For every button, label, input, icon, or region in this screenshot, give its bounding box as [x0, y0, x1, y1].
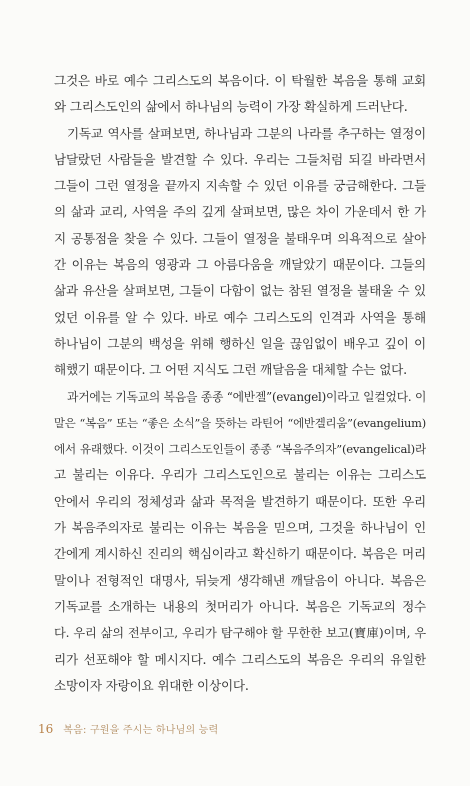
text-line: 그것은 바로 예수 그리스도의 복음이다. 이 탁월한 복음을 통해 교회	[54, 73, 426, 88]
page-footer	[38, 721, 218, 736]
text-line: 에서 유래했다. 이것이 그리스도인들이 종종 “복음주의자”(evangelical)라	[54, 442, 426, 457]
text-line: 안에서 우리의 정체성과 삶과 목적을 발견하기 때문이다. 또한 우리	[54, 493, 426, 509]
text-line: 었던 이유를 알 수 있다. 바로 예수 그리스도의 인격과 사역을 통해	[54, 309, 426, 325]
text-line: 고 불리는 이유다. 우리가 그리스도인으로 불리는 이유는 그리스도	[54, 467, 426, 483]
text-line: 가 복음주의자로 불리는 이유는 복음을 믿으며, 그것을 하나님이 인	[54, 520, 426, 536]
page-number: 16	[38, 722, 54, 736]
text-line: 말이나 전형적인 대명사, 뒤늦게 생각해낸 깨달음이 아니다. 복음은	[54, 572, 426, 588]
text-line: 해했기 때문이다. 그 어떤 지식도 그런 깨달음을 대체할 수는 없다.	[54, 362, 407, 378]
text-line: 소망이자 자랑이요 위대한 이상이다.	[54, 677, 249, 693]
text-line: 남달랐던 사람들을 발견할 수 있다. 우리는 그들처럼 되길 바라면서	[54, 151, 426, 167]
text-line: 와 그리스도인의 삶에서 하나님의 능력이 가장 확실하게 드러난다.	[54, 99, 408, 115]
text-line: 리가 선포해야 할 메시지다. 예수 그리스도의 복음은 우리의 유일한	[54, 651, 426, 667]
text-line: 지 공통점을 찾을 수 있다. 그들이 열정을 불태우며 의욕적으로 살아	[54, 230, 426, 246]
text-line: 기독교 역사를 살펴보면, 하나님과 그분의 나라를 추구하는 열정이	[67, 125, 426, 141]
text-line: 기독교를 소개하는 내용의 첫머리가 아니다. 복음은 기독교의 정수	[54, 598, 426, 614]
text-line: 다. 우리 삶의 전부이고, 우리가 탐구해야 할 무한한 보고(寶庫)이며, 우	[54, 626, 426, 641]
paragraph-1	[54, 68, 426, 121]
text-line: 의 삶과 교리, 사역을 주의 깊게 살펴보면, 많은 차이 가운데서 한 가	[54, 204, 426, 220]
running-title: 복음: 구원을 주시는 하나님의 능력	[63, 725, 219, 736]
text-line: 말은 “복음” 또는 “좋은 소식”을 뜻하는 라틴어 “에반겔리움”(evangelium)	[54, 415, 426, 430]
paragraph-2	[54, 121, 426, 384]
text-line: 간에게 계시하신 진리의 핵심이라고 확신하기 때문이다. 복음은 머리	[54, 546, 426, 562]
text-line: 간 이유는 복음의 영광과 그 아름다움을 깨달았기 때문이다. 그들의	[54, 257, 426, 273]
text-line: 하나님이 그분의 백성을 위해 행하신 일을 끊임없이 배우고 깊이 이	[54, 335, 426, 351]
body-text	[54, 68, 426, 699]
paragraph-3	[54, 384, 426, 700]
text-line: 삶과 유산을 살펴보면, 그들이 다함이 없는 참된 열정을 불태울 수 있	[54, 283, 426, 299]
text-line: 과거에는 기독교의 복음을 종종 “에반젤”(evangel)이라고 일컬었다. 이	[67, 389, 426, 404]
text-line: 그들이 그런 열정을 끝까지 지속할 수 있던 이유를 궁금해한다. 그들	[54, 178, 426, 194]
